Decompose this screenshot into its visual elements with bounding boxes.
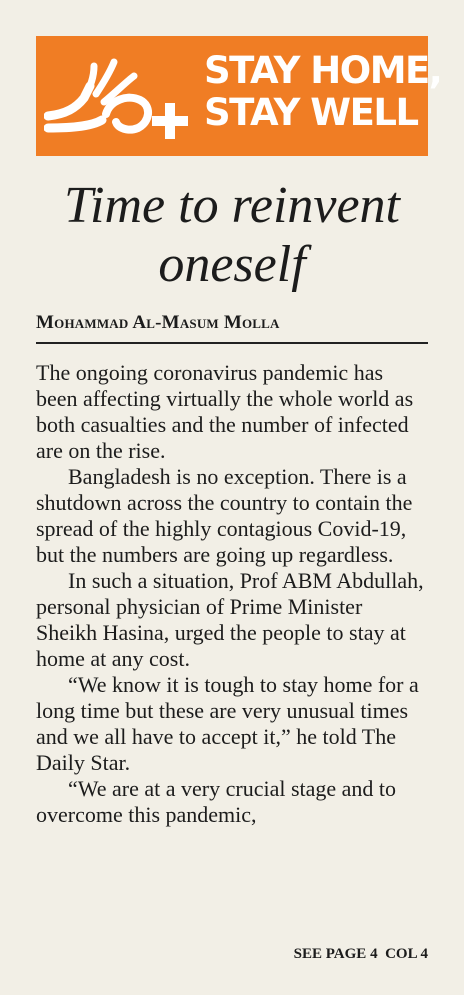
continuation-jump: SEE PAGE 4 COL 4 bbox=[293, 946, 428, 962]
paragraph: “We are at a very crucial stage and to overcome this pandemic, bbox=[36, 776, 397, 827]
headline-line1: Time to reinvent bbox=[63, 177, 401, 234]
byline-divider bbox=[36, 342, 428, 344]
hand-pinch-plus-icon bbox=[44, 48, 194, 146]
stay-home-banner bbox=[36, 36, 442, 156]
byline: Mohammad Al-Masum Molla bbox=[36, 312, 280, 333]
banner-slogan-line2: STAY WELL bbox=[204, 91, 418, 134]
paragraph: Bangladesh is no exception. There is a shutdown across the country to contain the spread of the highly contagious Covid-19, but the numbers are going up regardless. bbox=[36, 464, 413, 567]
paragraph: The ongoing coronavirus pandemic has been affecting virtually the whole world as both casualties and the number of infected are on the rise. bbox=[36, 360, 414, 463]
banner-slogan-line1: STAY HOME, bbox=[204, 49, 442, 92]
banner-slogan bbox=[204, 49, 442, 134]
headline-line2: oneself bbox=[158, 236, 306, 293]
paragraph: In such a situation, Prof ABM Abdullah, personal physician of Prime Minister Sheikh Hasina, urged the people to stay at home at any cost. bbox=[36, 568, 424, 671]
paragraph: “We know it is tough to stay home for a long time but these are very unusual times and we all have to accept it,” he told The Daily Star. bbox=[36, 672, 419, 775]
article-body bbox=[36, 360, 428, 828]
article-headline bbox=[20, 176, 444, 294]
